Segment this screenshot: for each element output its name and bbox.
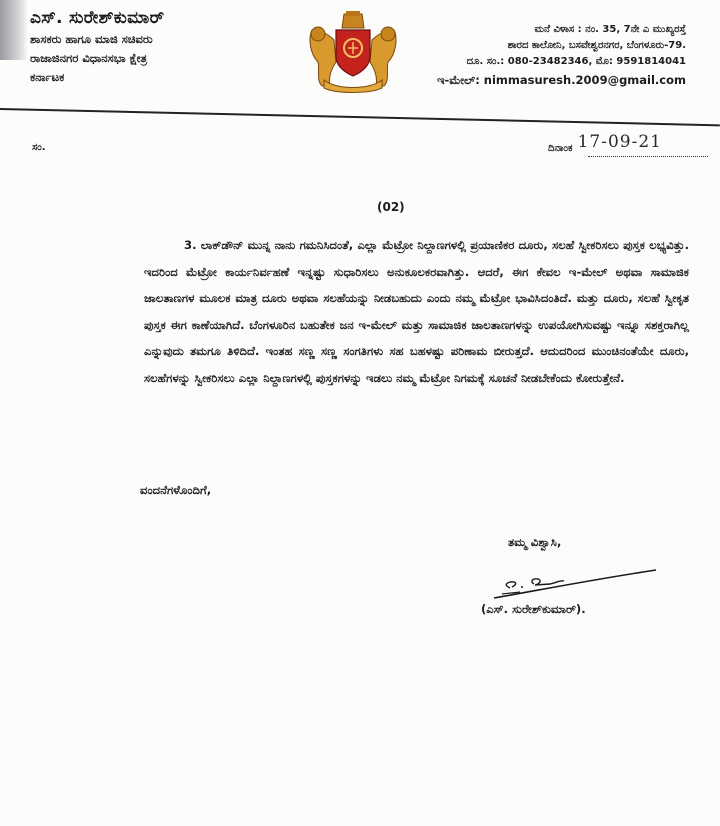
date-dotted-line [588, 156, 708, 157]
body-paragraph-text: 3. ಲಾಕ್‌ಡೌನ್ ಮುನ್ನ ನಾನು ಗಮನಿಸಿದಂತೆ, ಎಲ್ಲಾ ಮೆಟ್ರೋ ನಿಲ್ದಾಣಗಳಲ್ಲಿ ಪ್ರಯಾಣಿಕರ ದೂರು, ಸಲಹೆ ಸ್ವೀಕರಿಸಲು ಪುಸ್ತಕ ಲಭ್ಯವಿತ್ತು. ಇದರಿಂದ ಮೆಟ್ರೋ ಕಾರ್ಯನಿರ್ವಹಣೆ ಇನ್ನಷ್ಟು ಸುಧಾರಿಸಲು ಅನುಕೂಲಕರವಾಗಿತ್ತು. ಆದರೆ, ಈಗ ಕೇವಲ ಇ-ಮೇಲ್ ಅಥವಾ ಸಾಮಾಜಿಕ ಜಾಲತಾಣಗಳ ಮೂಲಕ ಮಾತ್ರ ದೂರು ಅಥವಾ ಸಲಹೆಯನ್ನು ನೀಡಬಹುದು ಎಂದು ನಮ್ಮ ಮೆಟ್ರೋ ಭಾವಿಸಿದಂತಿದೆ. ಮತ್ತು ದೂರು, ಸಲಹೆ ಸ್ವೀಕೃತ ಪುಸ್ತಕ ಈಗ ಕಾಣೆಯಾಗಿದೆ. ಬೆಂಗಳೂರಿನ ಬಹುತೇಕ ಜನ ಇ-ಮೇಲ್ ಮತ್ತು ಸಾಮಾಜಿಕ ಜಾಲತಾಣಗಳನ್ನು ಉಪಯೋಗಿಸುವಷ್ಟು ಇನ್ನೂ ಸಶಕ್ತರಾಗಿಲ್ಲ ಎನ್ನುವುದು ತಮಗೂ ತಿಳಿದಿದೆ. ಇಂತಹ ಸಣ್ಣ ಸಣ್ಣ ಸಂಗತಿಗಳು ಸಹ ಬಹಳಷ್ಟು ಪರಿಣಾಮ ಬೀರುತ್ತದೆ. ಆದುದರಿಂದ ಮುಂಚಿನಂತೆಯೇ ದೂರು, ಸಲಹೆಗಳನ್ನು ಸ್ವೀಕರಿಸಲು ಎಲ್ಲಾ ನಿಲ್ದಾಣಗಳಲ್ಲಿ ಪುಸ್ತಕಗಳನ್ನು ಇಡಲು ನಮ್ಮ ಮೆಟ್ರೋ ನಿಗಮಕ್ಕೆ ಸೂಚನೆ ನೀಡಬೇಕೆಂದು ಕೋರುತ್ತೇನೆ. [144, 238, 689, 385]
date-label: ದಿನಾಂಕ [548, 143, 573, 154]
karnataka-emblem-icon [306, 10, 400, 94]
sender-name: ಎಸ್. ಸುರೇಶ್‌ಕುಮಾರ್ [30, 8, 165, 28]
address-email: ಇ-ಮೇಲ್: nimmasuresh.2009@gmail.com [437, 73, 686, 87]
address-block [437, 22, 686, 88]
address-line-1: ಮನೆ ವಿಳಾಸ : ನಂ. 35, 7ನೇ ಎ ಮುಖ್ಯರಸ್ತೆ [534, 24, 686, 35]
date-value: 17-09-21 [577, 132, 662, 152]
body-paragraph [144, 232, 689, 392]
address-phone: ದೂ. ಸಂ.: 080-23482346, ಮೊ: 9591814041 [466, 56, 686, 67]
signature-icon [480, 560, 660, 602]
sender-block [30, 8, 164, 85]
page-number: (02) [377, 200, 405, 214]
reference-label: ಸಂ. [32, 142, 46, 153]
page-edge-shadow [0, 0, 28, 60]
header-divider [0, 108, 720, 126]
sender-state: ಕರ್ನಾಟಕ [30, 70, 65, 84]
sender-designation: ಶಾಸಕರು ಹಾಗೂ ಮಾಜಿ ಸಚಿವರು [30, 32, 153, 46]
closing: ತಮ್ಮ ವಿಶ್ವಾಸಿ, [508, 535, 562, 549]
date-block [548, 132, 662, 156]
sender-constituency: ರಾಜಾಜಿನಗರ ವಿಧಾನಸಭಾ ಕ್ಷೇತ್ರ [30, 51, 147, 65]
signatory-name: (ಎಸ್. ಸುರೇಶ್‌ಕುಮಾರ್). [481, 602, 586, 616]
address-line-2: ಶಾರದ ಕಾಲೋನಿ, ಬಸವೇಶ್ವರನಗರ, ಬೆಂಗಳೂರು-79. [507, 40, 686, 51]
greeting: ವಂದನೆಗಳೊಂದಿಗೆ, [140, 483, 212, 497]
